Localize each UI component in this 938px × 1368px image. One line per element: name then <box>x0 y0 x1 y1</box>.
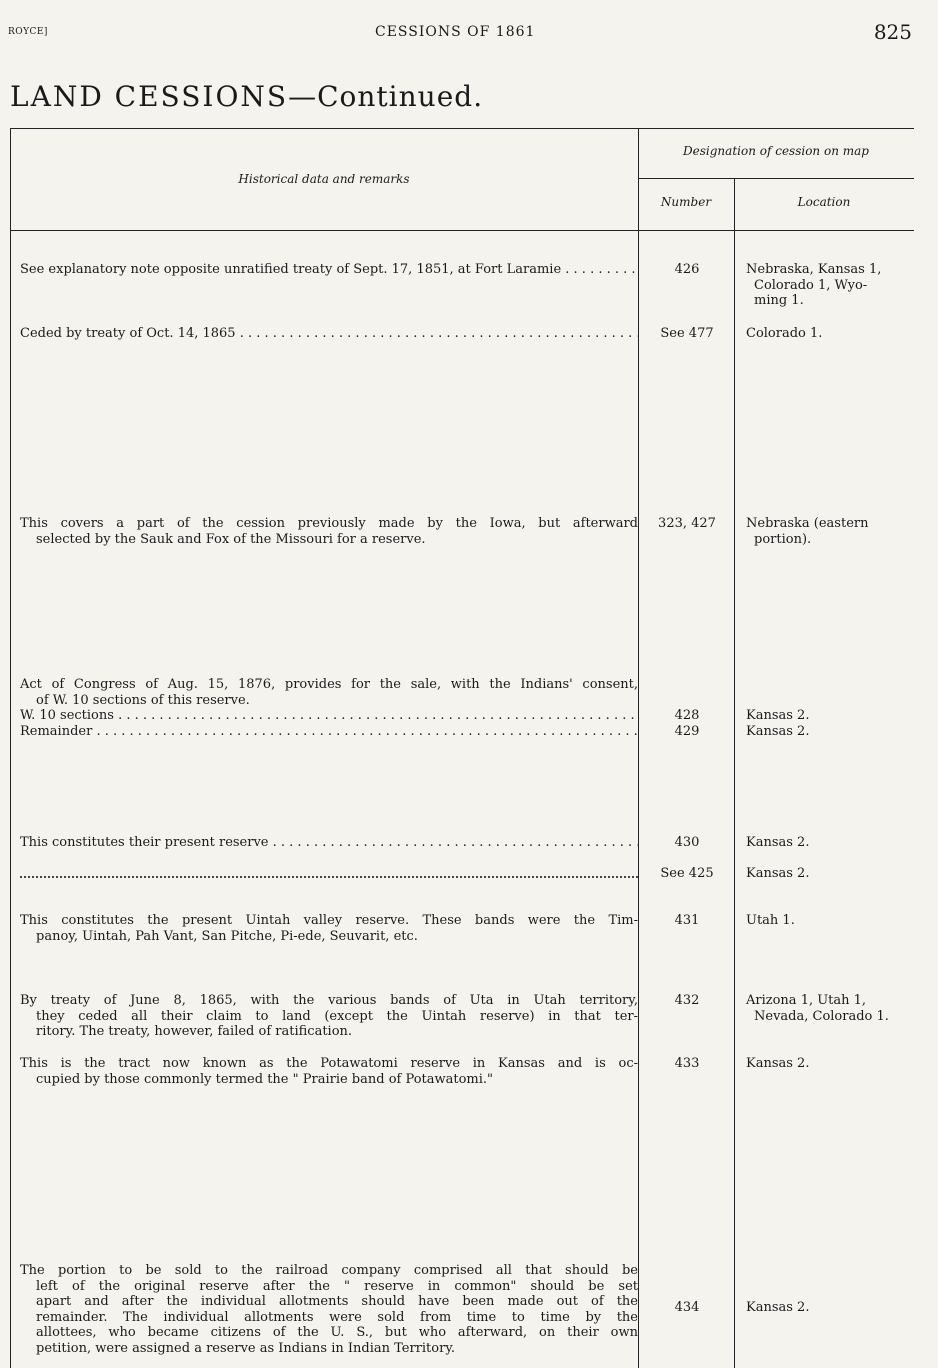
remark-line: they ceded all their claim to land (except the Uintah reserve) in that ter- <box>36 1008 638 1024</box>
cession-number: 430 <box>674 835 700 850</box>
number-column-rule <box>734 178 735 1368</box>
location-line: Kansas 2. <box>746 1056 810 1071</box>
page-title <box>10 80 483 113</box>
remark-line: This constitutes their present reserve . . . <box>20 835 638 851</box>
column-header-remarks: Historical data and remarks <box>238 172 410 186</box>
cession-location <box>746 993 906 1024</box>
remark-line: selected by the Sauk and Fox of the Missouri for a reserve. <box>36 531 426 547</box>
cession-location: Kansas 2. <box>746 724 810 739</box>
designation-rule <box>638 178 914 179</box>
table-row-remark <box>20 913 638 944</box>
table-row-remark <box>20 1263 638 1356</box>
location-line: ming 1. <box>754 293 804 308</box>
location-line: Colorado 1. <box>746 326 823 341</box>
table-top-rule <box>10 128 914 129</box>
cession-number: 429 <box>674 724 700 739</box>
cession-location: Kansas 2. <box>746 708 810 723</box>
cession-location <box>746 516 906 547</box>
remark-line: panoy, Uintah, Pah Vant, San Pitche, Pi-ede, Seuvarit, etc. <box>36 928 418 944</box>
remark-line: By treaty of June 8, 1865, with the various bands of Uta in Utah territory, <box>20 993 638 1008</box>
cession-location <box>746 1056 906 1072</box>
page-number: 825 <box>873 20 912 44</box>
table-left-rule <box>10 128 11 1368</box>
remark-line: Ceded by treaty of Oct. 14, 1865 . . . <box>20 326 638 342</box>
table-row-remark <box>20 677 638 739</box>
dotted-leader <box>20 876 638 878</box>
cession-location <box>746 326 906 342</box>
cession-number: 426 <box>674 262 700 277</box>
location-line: Kansas 2. <box>746 1300 810 1315</box>
location-line: Nevada, Colorado 1. <box>754 1008 889 1024</box>
cession-location <box>746 262 906 309</box>
table-row-remark <box>20 262 638 278</box>
remark-sub-label: Remainder . . . <box>20 724 638 740</box>
cessions-table <box>10 128 914 1368</box>
cession-number: 434 <box>674 1300 700 1315</box>
header-bottom-rule <box>10 230 914 231</box>
column-header-location: Location <box>797 195 851 209</box>
cession-location <box>746 866 906 882</box>
location-line: Utah 1. <box>746 913 795 928</box>
location-line: Nebraska, Kansas 1, <box>746 262 882 277</box>
remark-line: The portion to be sold to the railroad company comprised all that should be <box>20 1263 638 1278</box>
page-title-main: LAND CESSIONS <box>10 80 289 113</box>
remark-line: left of the original reserve after the " reserve in common" should be set <box>36 1278 638 1294</box>
cession-number: See 477 <box>660 326 714 341</box>
remark-line: petition, were assigned a reserve as Indians in Indian Territory. <box>36 1340 456 1356</box>
remark-line: Act of Congress of Aug. 15, 1876, provides for the sale, with the Indians' consent, <box>20 677 638 692</box>
location-line: Kansas 2. <box>746 835 810 850</box>
table-row-remark <box>20 993 638 1040</box>
cession-number: 428 <box>674 708 700 723</box>
remark-line: remainder. The individual allotments were sold from time to time by the <box>36 1309 638 1325</box>
cession-number: 323, 427 <box>658 516 716 531</box>
cession-number: 431 <box>674 913 700 928</box>
cession-number: See 425 <box>660 866 714 881</box>
remarks-column-rule <box>638 128 639 1368</box>
page-title-suffix: —Continued. <box>288 80 484 113</box>
location-line: Kansas 2. <box>746 866 810 881</box>
column-header-number: Number <box>660 195 712 209</box>
table-row-remark <box>20 326 638 342</box>
cession-number: 432 <box>674 993 700 1008</box>
remark-line: This is the tract now known as the Potawatomi reserve in Kansas and is oc- <box>20 1056 638 1071</box>
location-line: Arizona 1, Utah 1, <box>746 993 867 1008</box>
table-row-remark <box>20 835 638 851</box>
remark-sub-label: W. 10 sections . . . <box>20 708 638 724</box>
remark-line: This constitutes the present Uintah valley reserve. These bands were the Tim- <box>20 913 638 928</box>
table-row-remark <box>20 516 638 547</box>
running-header-title: CESSIONS OF 1861 <box>375 24 536 40</box>
remark-line: See explanatory note opposite unratified treaty of Sept. 17, 1851, at Fort Laramie . . . <box>20 262 638 278</box>
remark-line: apart and after the individual allotments should have been made out of the <box>36 1294 638 1309</box>
remark-line: This covers a part of the cession previously made by the Iowa, but afterward <box>20 516 638 531</box>
cession-number: 433 <box>674 1056 700 1071</box>
location-line: Colorado 1, Wyo- <box>754 277 868 293</box>
running-header-left: ROYCE] <box>8 27 48 37</box>
table-row-remark <box>20 1056 638 1087</box>
remark-line: cupied by those commonly termed the " Prairie band of Potawatomi." <box>36 1071 494 1087</box>
remark-line: ritory. The treaty, however, failed of ratification. <box>36 1024 353 1039</box>
cession-location <box>746 1300 906 1316</box>
location-line: Nebraska (eastern <box>746 516 869 531</box>
column-header-designation: Designation of cession on map <box>683 144 869 158</box>
location-line: portion). <box>754 531 812 547</box>
remark-line: allottees, who became citizens of the U. S., but who afterward, on their own <box>36 1325 638 1340</box>
cession-location <box>746 913 906 929</box>
remark-line: of W. 10 sections of this reserve. <box>36 692 250 708</box>
cession-location <box>746 835 906 851</box>
